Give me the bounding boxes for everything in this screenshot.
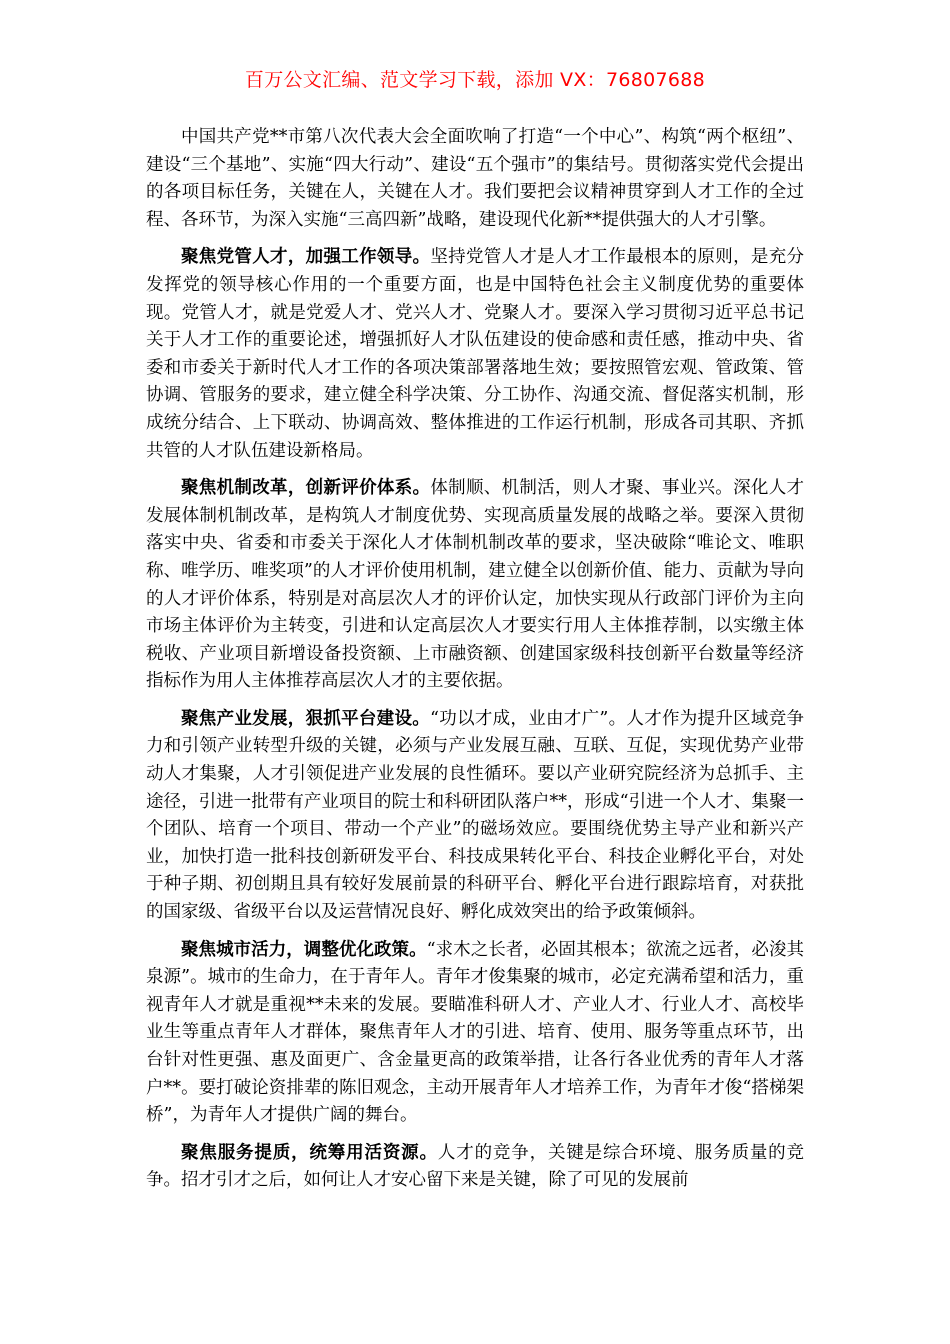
paragraph-lead: 聚焦产业发展，狠抓平台建设。	[181, 708, 431, 729]
section-paragraph-mechanism-reform	[146, 475, 804, 696]
section-paragraph-talent-leadership	[146, 244, 804, 465]
intro-paragraph	[146, 124, 804, 234]
paragraph-text: 中国共产党**市第八次代表大会全面吹响了打造“一个中心”、构筑“两个枢纽”、建设“三个基地”、实施“四大行动”、建设“五个强市”的集结号。贯彻落实党代会提出的各项目标任务，关键在人，关键在人才。我们要把会议精神贯穿到人才工作的全过程、各环节，为深入实施“三高四新”战略，建设现代化新**提供强大的人才引擎。	[146, 127, 804, 230]
paragraph-lead: 聚焦党管人才，加强工作领导。	[181, 247, 431, 268]
paragraph-lead: 聚焦机制改革，创新评价体系。	[181, 478, 431, 499]
paragraph-text: 体制顺、机制活，则人才聚、事业兴。深化人才发展体制机制改革，是构筑人才制度优势、实现高质量发展的战略之举。要深入贯彻落实中央、省委和市委关于深化人才体制机制改革的要求，坚决破除“唯论文、唯职称、唯学历、唯奖项”的人才评价使用机制，建立健全以创新价值、能力、贡献为导向的人才评价体系，特别是对高层次人才的评价认定，加快实现从行政部门评价为主向市场主体评价为主转变，引进和认定高层次人才要实行用人主体推荐制，以实缴主体税收、产业项目新增设备投资额、上市融资额、创建国家级科技创新平台数量等经济指标作为用人主体推荐高层次人才的主要依据。	[146, 478, 805, 692]
section-paragraph-industry-development	[146, 706, 804, 927]
section-paragraph-service-quality	[146, 1140, 804, 1195]
paragraph-text: 人才的竞争，关键是综合环境、服务质量的竞争。招才引才之后，如何让人才安心留下来是关键，除了可见的发展前	[146, 1142, 805, 1191]
paragraph-lead: 聚焦服务提质，统筹用活资源。	[181, 1142, 438, 1163]
section-paragraph-city-vitality	[146, 937, 804, 1130]
paragraph-text: “功以才成，业由才广”。人才作为提升区域竞争力和引领产业转型升级的关键，必须与产业发展互融、互联、互促，实现优势产业带动人才集聚，人才引领促进产业发展的良性循环。要以产业研究院经济为总抓手、主途径，引进一批带有产业项目的院士和科研团队落户**，形成“引进一个人才、集聚一个团队、培育一个项目、带动一个产业”的磁场效应。要围绕优势主导产业和新兴产业，加快打造一批科技创新研发平台、科技成果转化平台、科技企业孵化平台，对处于种子期、初创期且具有较好发展前景的科研平台、孵化平台进行跟踪培育，对获批的国家级、省级平台以及运营情况良好、孵化成效突出的给予政策倾斜。	[146, 708, 804, 923]
paragraph-text: 坚持党管人才是人才工作最根本的原则，是充分发挥党的领导核心作用的一个重要方面，也是中国特色社会主义制度优势的重要体现。党管人才，就是党爱人才、党兴人才、党聚人才。要深入学习贯彻习近平总书记关于人才工作的重要论述，增强抓好人才队伍建设的使命感和责任感，推动中央、省委和市委关于新时代人才工作的各项决策部署落地生效；要按照管宏观、管政策、管协调、管服务的要求，建立健全科学决策、分工协作、沟通交流、督促落实机制，形成统分结合、上下联动、协调高效、整体推进的工作运行机制，形成各司其职、齐抓共管的人才队伍建设新格局。	[146, 247, 805, 461]
document-body	[146, 124, 804, 1205]
paragraph-text: “求木之长者，必固其根本；欲流之远者，必浚其泉源”。城市的生命力，在于青年人。青年才俊集聚的城市，必定充满希望和活力，重视青年人才就是重视**未来的发展。要瞄准科研人才、产业人才、行业人才、高校毕业生等重点青年人才群体，聚焦青年人才的引进、培育、使用、服务等重点环节，出台针对性更强、惠及面更广、含金量更高的政策举措，让各行各业优秀的青年人才落户**。要打破论资排辈的陈旧观念，主动开展青年人才培养工作，为青年才俊“搭梯架桥”，为青年人才提供广阔的舞台。	[146, 939, 804, 1126]
watermark-header: 百万公文汇编、范文学习下载，添加 VX：76807688	[244, 69, 706, 91]
paragraph-lead: 聚焦城市活力，调整优化政策。	[181, 939, 427, 960]
